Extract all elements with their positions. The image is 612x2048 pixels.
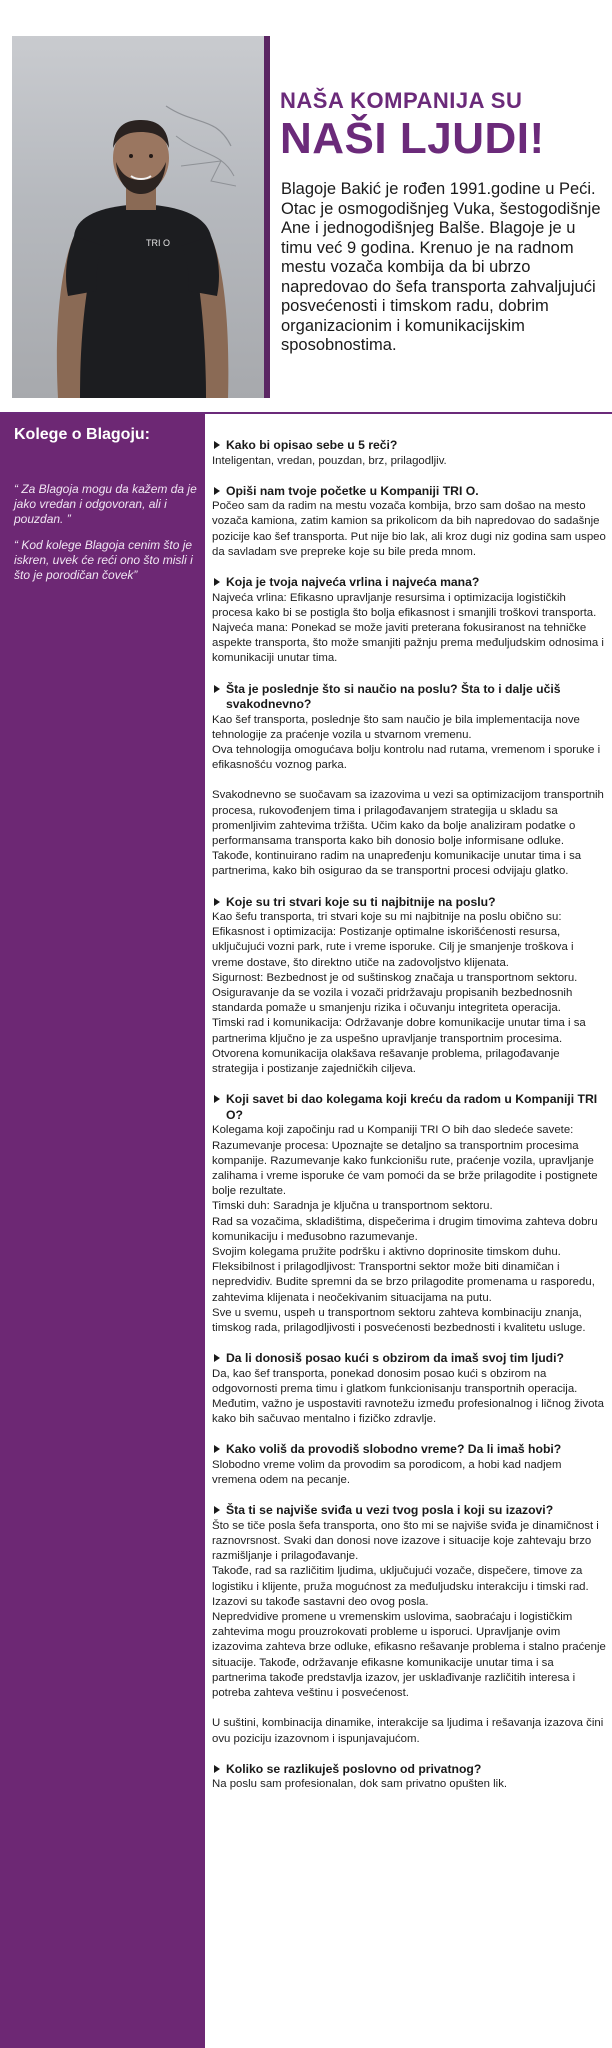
answer-line: Kao šefu transporta, tri stvari koje su mi najbitnije na poslu obično su: <box>212 911 562 924</box>
intro-paragraph: Blagoje Bakić je rođen 1991.godine u Peći. Otac je osmogodišnjeg Vuka, šestogodišnje Ane i jednogodišnjeg Balše. Blagoje je u timu već 9 godina. Krenuo je na radnom mestu vozača kombija da bi ubrzo napredovao do šefa transporta zahvaljujući posvećenosti i timskom radu, dobrim organizacionim i komunikacijskim sposobnostima. <box>281 180 601 354</box>
triangle-bullet-icon <box>214 685 220 693</box>
answer-line: Sve u svemu, uspeh u transportnom sektoru zahteva kombinaciju znanja, timskog rada, prilagodljivosti i posvećenosti bezbednosti i kvalitetu usluge. <box>212 1306 586 1334</box>
question-text: Šta ti se najviše sviđa u vezi tvog posla i koji su izazovi? <box>226 1503 554 1518</box>
answer-line: Što se tiče posla šefa transporta, ono što mi se najviše sviđa je dinamičnost i raznovrsnost. Svaki dan donosi nove izazove i situacije koje zahtevaju brzo razmišljanje i prilagođavanje. <box>212 1519 599 1563</box>
answer-line: Kolegama koji započinju rad u Kompaniji TRI O bih dao sledeće savete: <box>212 1124 574 1137</box>
headline-line-2: NAŠI LJUDI! <box>280 114 545 163</box>
answer-line: Da, kao šef transporta, ponekad donosim posao kući s obzirom na odgovornosti prema timu i glatkom funkcionisanju transportnih operacija. Međutim, važno je uspostaviti ravnotežu između profesionalnog i ličnog života kako bih sačuvao mentalno i fizičko zdravlje. <box>212 1367 604 1426</box>
question <box>212 1762 606 1778</box>
qa-block <box>212 682 606 880</box>
question <box>212 1351 606 1367</box>
question-text: Koji savet bi dao kolegama koji kreću da radom u Kompaniji TRI O? <box>226 1092 598 1122</box>
portrait-photo <box>12 36 270 398</box>
sidebar-title: Kolege o Blagoju: <box>14 426 150 443</box>
triangle-bullet-icon <box>214 441 220 449</box>
answer-line: Počeo sam da radim na mestu vozača kombija, brzo sam došao na mesto vozača kamiona, zatim kamion sa prikolicom da bih napredovao do sadašnje pozicije kao šef transporta. Put nije bio lak, ali kroz dugi niz godina sam uspeo da savladam sve prepreke koje su bile preda mnom. <box>212 500 606 558</box>
question <box>212 438 606 454</box>
question-text: Da li donosiš posao kući s obzirom da imaš svoj tim ljudi? <box>226 1351 564 1366</box>
triangle-bullet-icon <box>214 487 220 495</box>
qa-block <box>212 575 606 667</box>
question-text: Koja je tvoja najveća vrlina i najveća mana? <box>226 575 480 590</box>
hero-section <box>0 0 612 412</box>
answer-line: Razumevanje procesa: Upoznajte se detaljno sa transportnim procesima kompanije. Razumevanje kako funkcionišu rute, praćenje vozila, upravljanje zalihama i vreme isporuke će vam pomoći da se brže prilagodite i postignete bolje rezultate. <box>212 1139 598 1198</box>
answer-paragraph: U suštini, kombinacija dinamike, interakcije sa ljudima i rešavanja izazova čini ovu poziciju izazovnom i ispunjavajućom. <box>212 1717 604 1745</box>
colleagues-sidebar <box>0 414 205 2048</box>
qa-block <box>212 1442 606 1488</box>
answer-line: Timski duh: Saradnja je ključna u transportnom sektoru. <box>212 1200 493 1213</box>
question-text: Koje su tri stvari koje su ti najbitnije na poslu? <box>226 894 496 909</box>
person-illustration <box>46 96 236 398</box>
answer-line: Efikasnost i optimizacija: Postizanje optimalne iskorišćenosti resursa, uključujući vozni park, rute i vreme isporuke. Cilj je smanjenje troškova i vreme dostave, što direktno utiče na zadovoljstvo klijenata. <box>212 926 574 969</box>
question <box>212 575 606 591</box>
answer-paragraph: Svakodnevno se suočavam sa izazovima u vezi sa optimizacijom transportnih procesa, rukovođenjem tima i prilagođavanjem strategija u skladu sa promenljivim zahtevima tržišta. Učim kako da bolje analiziram podatke o performansama transporta kako bih donosio bolje informisane odluke. Takođe, kontinuirano radim na unapređenju komunikacije unutar tima i sa partnerima, kako bih osigurao da se transportni procesi odvijaju glatko. <box>212 789 604 878</box>
question-text: Kako voliš da provodiš slobodno vreme? Da li imaš hobi? <box>226 1442 562 1457</box>
headline <box>280 88 600 164</box>
answer-line: Timski rad i komunikacija: Održavanje dobre komunikacije unutar tima i sa partnerima ključno je za uspešno upravljanje transportnim procesima. Otvorena komunikacija olakšava rešavanje problema, prilagođavanje strategija i postizanje zajedničkih ciljeva. <box>212 1017 586 1076</box>
triangle-bullet-icon <box>214 1445 220 1453</box>
answer-line: Rad sa vozačima, skladištima, dispečerima i drugim timovima zahteva dobru komunikaciju i međusobno razumevanje. <box>212 1215 598 1243</box>
question-text: Šta je poslednje što si naučio na poslu? Šta to i dalje učiš svakodnevno? <box>226 681 561 712</box>
triangle-bullet-icon <box>214 578 220 586</box>
answer-line: Sigurnost: Bezbednost je od suštinskog značaja u transportnom sektoru. Osiguravanje da se vozila i vozači pridržavaju propisanih bezbednosnih standarda pomaže u smanjenju rizika i očuvanju integriteta operacija. <box>212 971 578 1015</box>
interview-content <box>212 438 606 1807</box>
answer-line: Fleksibilnost i prilagodljivost: Transportni sektor može biti dinamičan i nepredvidiv. Budite spremni da se brzo prilagodite promenama u rasporedu, zahtevima klijenata i neočekivanim situacijama na putu. <box>212 1261 595 1304</box>
qa-block <box>212 1092 606 1336</box>
question-text: Opiši nam tvoje početke u Kompaniji TRI O. <box>226 483 479 498</box>
question <box>212 484 606 500</box>
triangle-bullet-icon <box>214 1095 220 1103</box>
answer-line: Takođe, rad sa različitim ljudima, uključujući vozače, dispečere, timove za logistiku i klijente, pruža mogućnost za međuljudsku interakciju i timski rad. Izazovi su takođe sastavni deo ovog posla. <box>212 1565 589 1608</box>
headline-line-1: NAŠA KOMPANIJA SU <box>280 88 523 113</box>
answer-line: Nepredvidive promene u vremenskim uslovima, saobraćaju i logističkim zahtevima mogu prouzrokovati probleme u isporuci. Upravljanje ovim izazovima zahteva brze odluke, efikasno rešavanje problema i stalno praćenje situacije. Takođe, održavanje efikasne komunikacije unutar tima i sa partnerima takođe predstavlja izazov, jer usklađivanje različitih interesa i potreba zahteva veštinu i posvećenost. <box>212 1611 606 1700</box>
answer-line: Kao šef transporta, poslednje što sam naučio je bila implementacija nove tehnologije za praćenje vozila u stvarnom vremenu. <box>212 713 580 741</box>
question <box>212 1503 606 1519</box>
triangle-bullet-icon <box>214 898 220 906</box>
question <box>212 1442 606 1458</box>
question-text: Kako bi opisao sebe u 5 reči? <box>226 438 398 452</box>
qa-block <box>212 438 606 469</box>
triangle-bullet-icon <box>214 1765 220 1773</box>
question <box>212 1092 606 1123</box>
colleague-quote: “ Za Blagoja mogu da kažem da je jako vredan i odgovoran, ali i pouzdan. ” <box>14 482 197 526</box>
answer-line: Najveća mana: Ponekad se može javiti preterana fokusiranost na tehničke aspekte transporta, što može smanjiti pažnju prema međuljudskim odnosima i komunikaciji unutar tima. <box>212 621 604 665</box>
tshirt-logo: TRI O <box>146 238 170 248</box>
answer-line: Ova tehnologija omogućava bolju kontrolu nad rutama, vremenom i sporuke i efikasnošću voznog parka. <box>212 743 601 772</box>
qa-block <box>212 1762 606 1793</box>
question <box>212 895 606 911</box>
triangle-bullet-icon <box>214 1506 220 1514</box>
qa-block <box>212 1351 606 1427</box>
qa-block <box>212 1503 606 1746</box>
triangle-bullet-icon <box>214 1354 220 1362</box>
answer-line: Na poslu sam profesionalan, dok sam privatno opušten lik. <box>212 1778 508 1791</box>
question <box>212 682 606 713</box>
answer-line: Svojim kolegama pružite podršku i aktivno doprinosite timskom duhu. <box>212 1245 561 1258</box>
question-text: Koliko se razlikuješ poslovno od privatnog? <box>226 1761 482 1776</box>
answer-line: Inteligentan, vredan, pouzdan, brz, prilagodljiv. <box>212 454 447 467</box>
answer-line: Najveća vrlina: Efikasno upravljanje resursima i optimizacija logističkih procesa kako bi se postigla što bolja efikasnost i smanjili troškovi transporta. <box>212 591 597 619</box>
qa-block <box>212 484 606 560</box>
qa-block <box>212 895 606 1078</box>
answer-line: Slobodno vreme volim da provodim sa porodicom, a hobi kad nadjem vremena odem na pecanje. <box>212 1458 562 1487</box>
colleague-quote: “ Kod kolege Blagoja cenim što je iskren, uvek će reći ono što misli i što je porodičan čovek” <box>14 538 193 582</box>
